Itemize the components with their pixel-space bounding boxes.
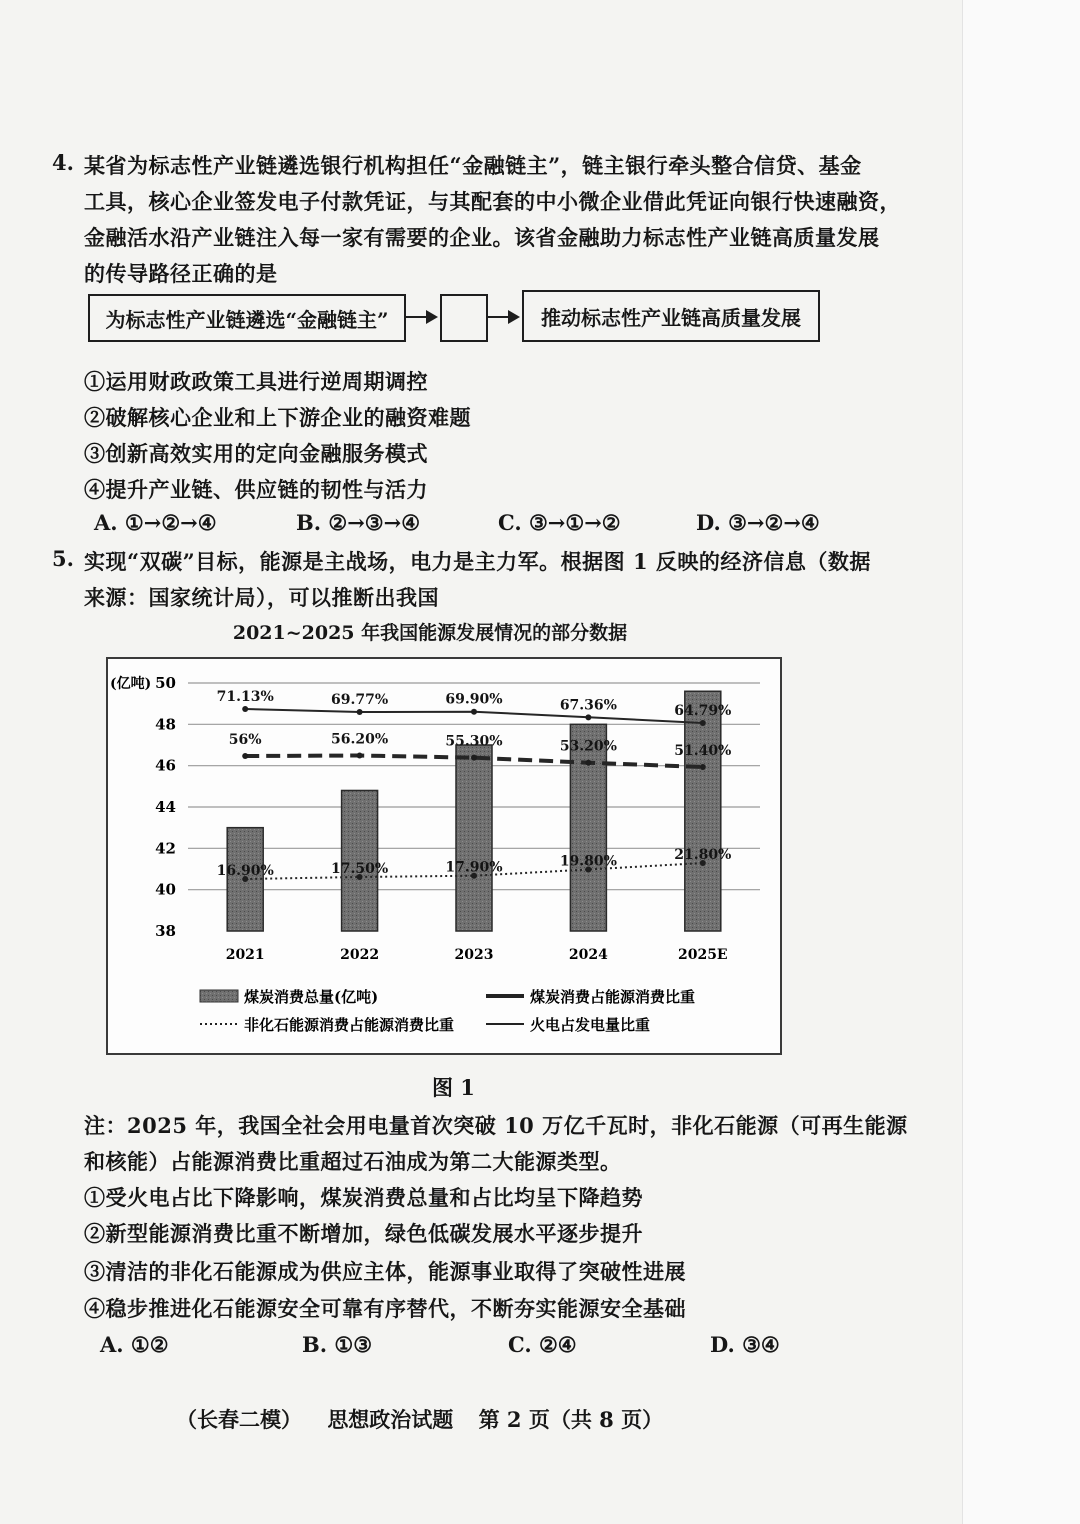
q5-choice-d: D. ③④ bbox=[710, 1332, 780, 1357]
x-tick-label-2023: 2023 bbox=[454, 947, 494, 963]
x-tick-label-2021: 2021 bbox=[225, 947, 265, 963]
q4-item-3: ③创新高效实用的定向金融服务模式 bbox=[84, 441, 428, 466]
data-label-coal-share-2024: 53.20% bbox=[559, 738, 617, 755]
q4-item-1: ①运用财政政策工具进行逆周期调控 bbox=[84, 369, 428, 394]
q5-item-3: ③清洁的非化石能源成为供应主体，能源事业取得了突破性进展 bbox=[84, 1259, 686, 1284]
q5-choice-b: B. ①③ bbox=[302, 1332, 373, 1357]
point-coal-share-2021 bbox=[242, 753, 248, 759]
flow-end-box: 推动标志性产业链高质量发展 bbox=[522, 290, 820, 342]
point-coal-share-2024 bbox=[585, 760, 591, 766]
chart-title: 2021~2025 年我国能源发展情况的部分数据 bbox=[232, 622, 628, 644]
footer-school: （长春二模） bbox=[176, 1407, 302, 1432]
q5-note-line-2: 和核能）占能源消费比重超过石油成为第二大能源类型。 bbox=[84, 1149, 622, 1174]
legend-swatch-coal-total bbox=[200, 990, 238, 1002]
q4-stem-line-2: 工具，核心企业签发电子付款凭证，与其配套的中小微企业借此凭证向银行快速融资， bbox=[84, 189, 901, 214]
footer-page: 第 2 页（共 8 页） bbox=[478, 1407, 664, 1432]
legend-thermal-share: 火电占发电量比重 bbox=[530, 1016, 651, 1034]
data-label-thermal-share-2024: 67.36% bbox=[559, 697, 617, 714]
point-thermal-share-2025E bbox=[700, 720, 706, 726]
flow-arrow-2 bbox=[488, 316, 518, 318]
q5-choice-c: C. ②④ bbox=[508, 1332, 577, 1357]
q5-item-2: ②新型能源消费比重不断增加，绿色低碳发展水平逐步提升 bbox=[84, 1221, 643, 1246]
q5-stem-line-1: 实现“双碳”目标，能源是主战场，电力是主力军。根据图 1 反映的经济信息（数据 bbox=[84, 549, 871, 574]
page-footer bbox=[176, 1404, 663, 1434]
x-tick-label-2024: 2024 bbox=[568, 947, 608, 963]
y-tick-label-42: 42 bbox=[155, 839, 176, 858]
page-edge-shadow bbox=[962, 0, 1080, 1524]
q4-stem-line-3: 金融活水沿产业链注入每一家有需要的企业。该省金融助力标志性产业链高质量发展 bbox=[84, 225, 880, 250]
data-label-thermal-share-2021: 71.13% bbox=[216, 689, 274, 705]
data-label-nonfossil-share-2023: 17.90% bbox=[445, 859, 503, 876]
data-label-coal-share-2025E: 51.40% bbox=[674, 743, 732, 759]
q5-stem-line-2: 来源：国家统计局），可以推断出我国 bbox=[84, 585, 439, 610]
point-coal-share-2023 bbox=[471, 755, 477, 761]
legend-coal-share: 煤炭消费占能源消费比重 bbox=[530, 988, 696, 1006]
data-label-nonfossil-share-2021: 16.90% bbox=[216, 863, 274, 879]
data-label-nonfossil-share-2024: 19.80% bbox=[559, 853, 617, 870]
q4-choice-b: B. ②→③→④ bbox=[296, 510, 421, 535]
q4-choice-a: A. ①→②→④ bbox=[94, 510, 217, 535]
data-label-thermal-share-2023: 69.90% bbox=[445, 691, 503, 708]
q5-note-line-1: 注：2025 年，我国全社会用电量首次突破 10 万亿千瓦时，非化石能源（可再生能源 bbox=[84, 1113, 908, 1138]
flow-start-box: 为标志性产业链遴选“金融链主” bbox=[88, 294, 406, 342]
q4-item-4: ④提升产业链、供应链的韧性与活力 bbox=[84, 477, 428, 502]
point-thermal-share-2024 bbox=[585, 714, 591, 720]
point-coal-share-2022 bbox=[357, 753, 363, 759]
q4-choice-d: D. ③→②→④ bbox=[696, 510, 820, 535]
bar-coal-total-2025E bbox=[685, 691, 721, 931]
y-tick-label-44: 44 bbox=[155, 798, 176, 816]
data-label-coal-share-2021: 56% bbox=[228, 732, 262, 748]
energy-chart bbox=[108, 659, 780, 1053]
q4-stem-line-4: 的传导路径正确的是 bbox=[84, 261, 278, 286]
y-axis-unit-label: (亿吨) bbox=[110, 676, 152, 692]
y-tick-label-40: 40 bbox=[155, 880, 176, 899]
point-coal-share-2025E bbox=[700, 764, 706, 770]
q5-number: 5. bbox=[52, 546, 74, 571]
bar-coal-total-2024 bbox=[570, 724, 606, 931]
data-label-nonfossil-share-2025E: 21.80% bbox=[674, 847, 732, 863]
x-tick-label-2025E: 2025E bbox=[677, 947, 728, 963]
figure-label: 图 1 bbox=[432, 1075, 475, 1100]
point-thermal-share-2021 bbox=[242, 706, 248, 712]
y-tick-label-50: 50 bbox=[155, 674, 176, 692]
q5-choice-a: A. ①② bbox=[100, 1332, 169, 1357]
x-tick-label-2022: 2022 bbox=[340, 947, 380, 963]
point-thermal-share-2023 bbox=[471, 709, 477, 715]
y-tick-label-48: 48 bbox=[155, 715, 176, 734]
legend-nonfossil-share: 非化石能源消费占能源消费比重 bbox=[244, 1016, 455, 1034]
q4-item-2: ②破解核心企业和上下游企业的融资难题 bbox=[84, 405, 471, 430]
q5-item-4: ④稳步推进化石能源安全可靠有序替代，不断夯实能源安全基础 bbox=[84, 1296, 686, 1321]
point-thermal-share-2022 bbox=[357, 709, 363, 715]
bar-coal-total-2023 bbox=[456, 745, 492, 931]
q4-stem-line-1: 某省为标志性产业链遴选银行机构担任“金融链主”，链主银行牵头整合信贷、基金 bbox=[84, 153, 862, 178]
footer-subject: 思想政治试题 bbox=[327, 1407, 454, 1432]
q5-item-1: ①受火电占比下降影响，煤炭消费总量和占比均呈下降趋势 bbox=[84, 1185, 643, 1210]
data-label-coal-share-2023: 55.30% bbox=[445, 733, 503, 750]
flow-blank-box bbox=[440, 294, 488, 342]
data-label-thermal-share-2025E: 64.79% bbox=[674, 703, 732, 719]
q4-number: 4. bbox=[52, 150, 74, 175]
data-label-thermal-share-2022: 69.77% bbox=[331, 692, 389, 709]
data-label-nonfossil-share-2022: 17.50% bbox=[331, 861, 389, 878]
y-tick-label-46: 46 bbox=[155, 756, 176, 775]
data-label-coal-share-2022: 56.20% bbox=[331, 731, 389, 748]
legend-coal-total: 煤炭消费总量(亿吨) bbox=[244, 988, 379, 1006]
y-tick-label-38: 38 bbox=[155, 922, 176, 940]
chart-frame bbox=[106, 657, 782, 1055]
flow-arrow-1 bbox=[406, 316, 436, 318]
q4-choice-c: C. ③→①→② bbox=[498, 510, 621, 535]
